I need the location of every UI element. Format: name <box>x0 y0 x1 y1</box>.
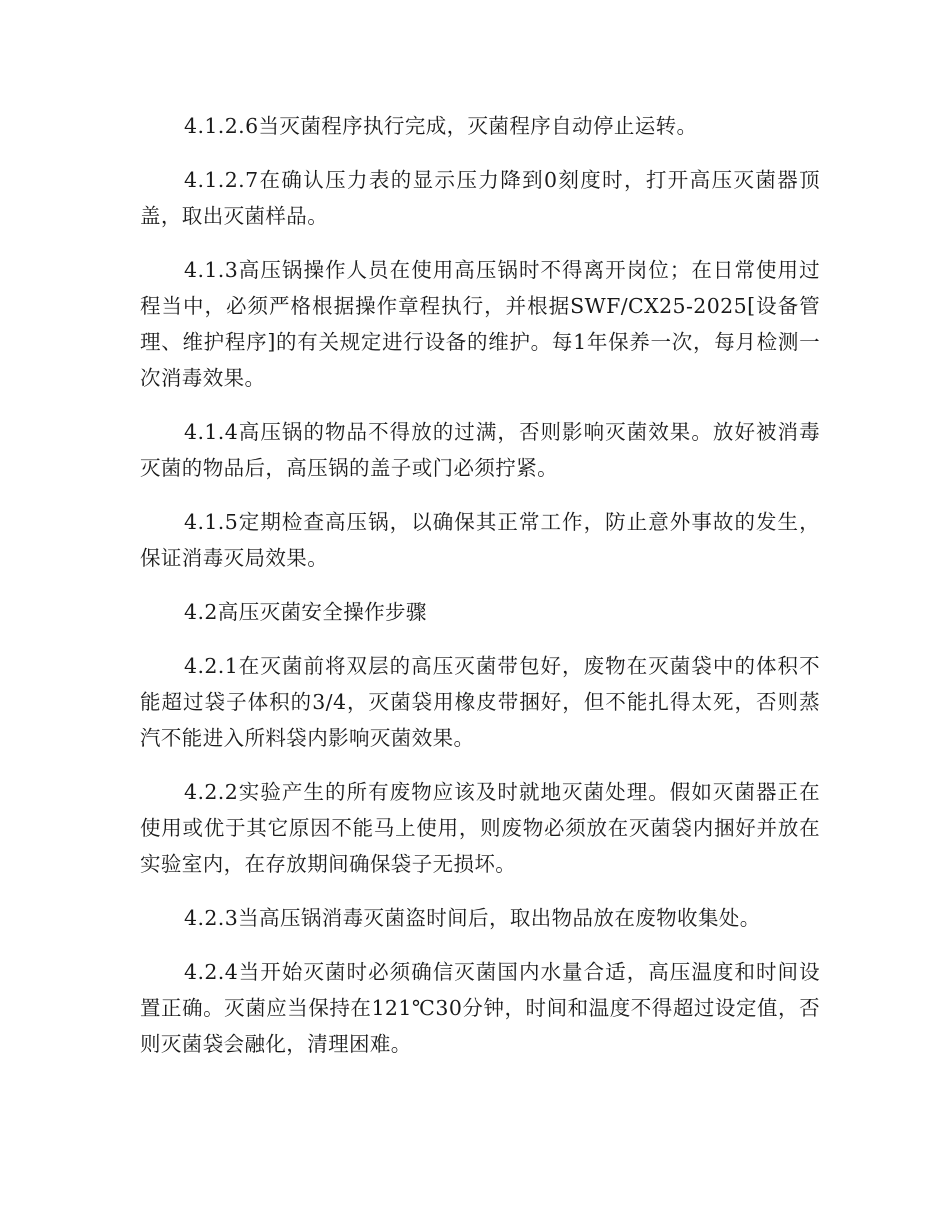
paragraph-4-1-3: 4.1.3高压锅操作人员在使用高压锅时不得离开岗位；在日常使用过程当中，必须严格根据操作章程执行，并根据SWF/CX25-2025[设备管理、维护程序]的有关规定进行设备的维护。每1年保养一次，每月检测一次消毒效果。 <box>140 258 820 390</box>
paragraph-4-1-2-6: 4.1.2.6当灭菌程序执行完成，灭菌程序自动停止运转。 <box>184 114 698 138</box>
paragraph-4-2-4: 4.2.4当开始灭菌时必须确信灭菌国内水量合适，高压温度和时间设置正确。灭菌应当保持在121℃30分钟，时间和温度不得超过设定值，否则灭菌袋会融化，清理困难。 <box>140 960 820 1056</box>
document-body <box>140 108 820 1080</box>
paragraph-4-2-2: 4.2.2实验产生的所有废物应该及时就地灭菌处理。假如灭菌器正在使用或优于其它原因不能马上使用，则废物必须放在灭菌袋内捆好并放在实验室内，在存放期间确保袋子无损坏。 <box>140 780 820 876</box>
paragraph-4-2-1: 4.2.1在灭菌前将双层的高压灭菌带包好，废物在灭菌袋中的体积不能超过袋子体积的3/4，灭菌袋用橡皮带捆好，但不能扎得太死，否则蒸汽不能进入所料袋内影响灭菌效果。 <box>140 654 820 750</box>
paragraph-4-1-5: 4.1.5定期检查高压锅，以确保其正常工作，防止意外事故的发生，保证消毒灭局效果。 <box>140 510 820 570</box>
section-heading-4-2: 4.2高压灭菌安全操作步骤 <box>184 600 427 624</box>
paragraph-4-1-4: 4.1.4高压锅的物品不得放的过满，否则影响灭菌效果。放好被消毒灭菌的物品后，高压锅的盖子或门必须拧紧。 <box>140 420 820 480</box>
paragraph-4-2-3: 4.2.3当高压锅消毒灭菌盗时间后，取出物品放在废物收集处。 <box>184 906 761 930</box>
paragraph-4-1-2-7: 4.1.2.7在确认压力表的显示压力降到0刻度时，打开高压灭菌器顶盖，取出灭菌样品。 <box>140 168 820 228</box>
